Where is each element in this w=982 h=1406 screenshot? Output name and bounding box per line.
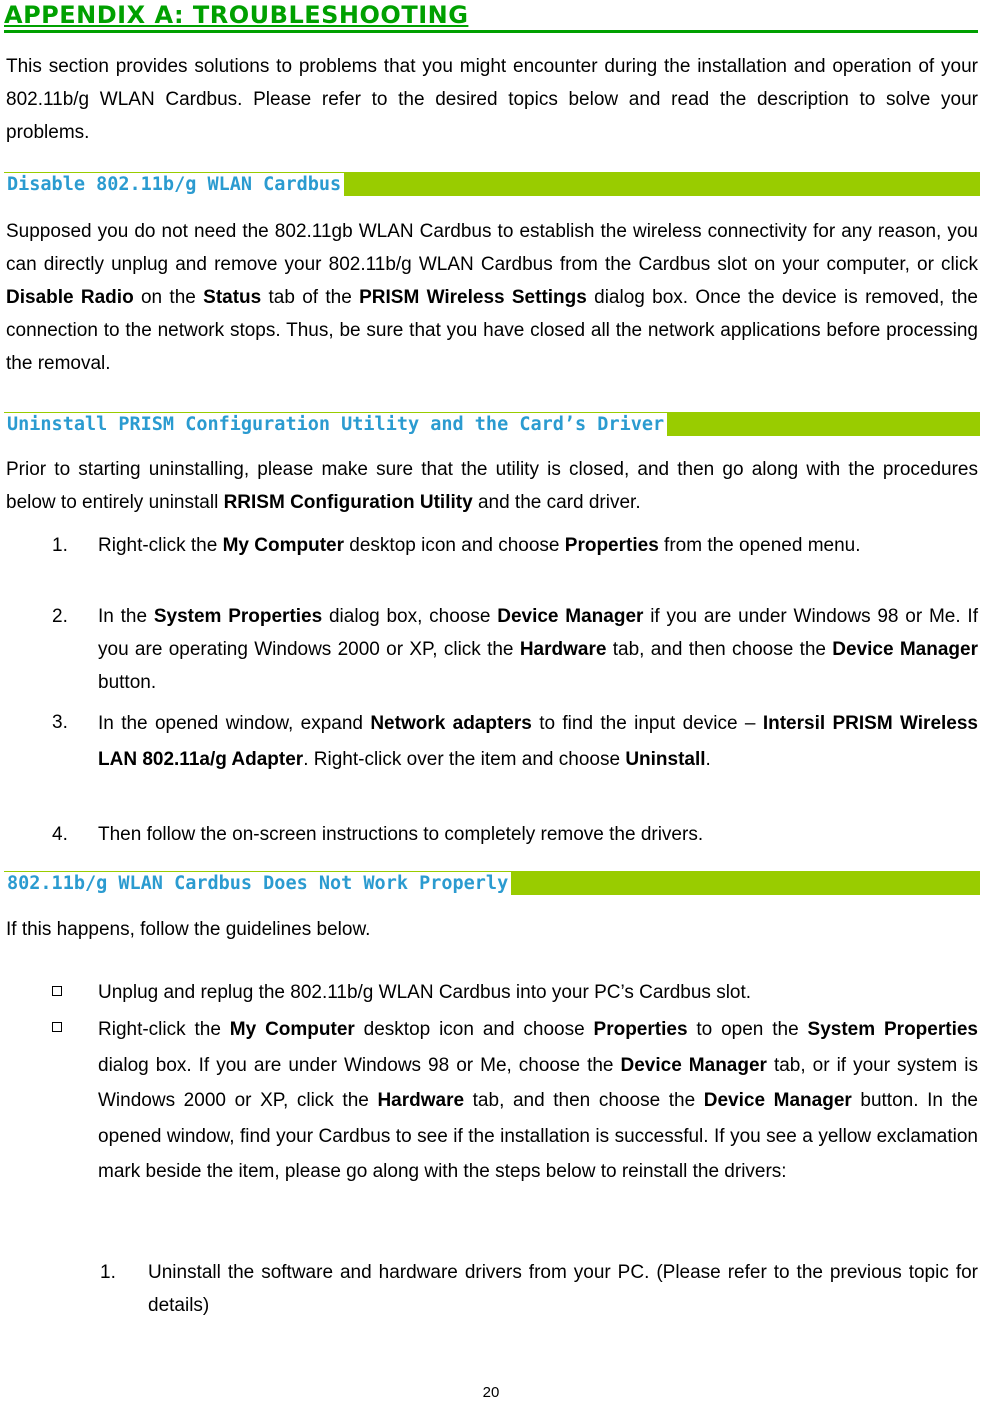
section-header-not-working	[4, 871, 980, 895]
prism-settings-term: PRISM Wireless Settings	[359, 287, 587, 308]
page-number: 20	[482, 1384, 500, 1401]
disable-radio-term: Disable Radio	[6, 287, 134, 308]
uninstall-paragraph: Prior to starting uninstalling, please make sure that the utility is closed, and then go along with the procedures below to entirely uninstall RRISM Configuration Utility and the card driver.	[6, 459, 978, 513]
section-heading-disable: Disable 802.11b/g WLAN Cardbus	[4, 172, 344, 196]
checkbox-bullet-icon	[52, 986, 62, 996]
intro-paragraph: This section provides solutions to problems that you might encounter during the installation and operation of your 802.11b/g WLAN Cardbus. Please refer to the desired topics below and read the description to solve your problems.	[6, 56, 978, 143]
page-title: APPENDIX A: TROUBLESHOOTING	[4, 0, 978, 33]
utility-name-term: RRISM Configuration Utility	[223, 492, 473, 513]
section-header-disable	[4, 172, 980, 196]
status-tab-term: Status	[203, 287, 262, 308]
section-heading-uninstall: Uninstall PRISM Configuration Utility and the Card’s Driver	[4, 412, 667, 436]
checkbox-bullet-icon	[52, 1022, 62, 1032]
not-working-paragraph: If this happens, follow the guidelines below.	[6, 919, 371, 940]
section-header-uninstall	[4, 412, 980, 436]
section-heading-not-working: 802.11b/g WLAN Cardbus Does Not Work Properly	[4, 871, 511, 895]
disable-paragraph: Supposed you do not need the 802.11gb WLAN Cardbus to establish the wireless connectivity for any reason, you can directly unplug and remove your 802.11b/g WLAN Cardbus from the Cardbus slot on your computer, or click Disable Radio on the Status tab of the PRISM Wireless Settings dialog box. Once the device is removed, the connection to the network stops. Thus, be sure that you have closed all the network applications before processing the removal.	[6, 221, 978, 374]
